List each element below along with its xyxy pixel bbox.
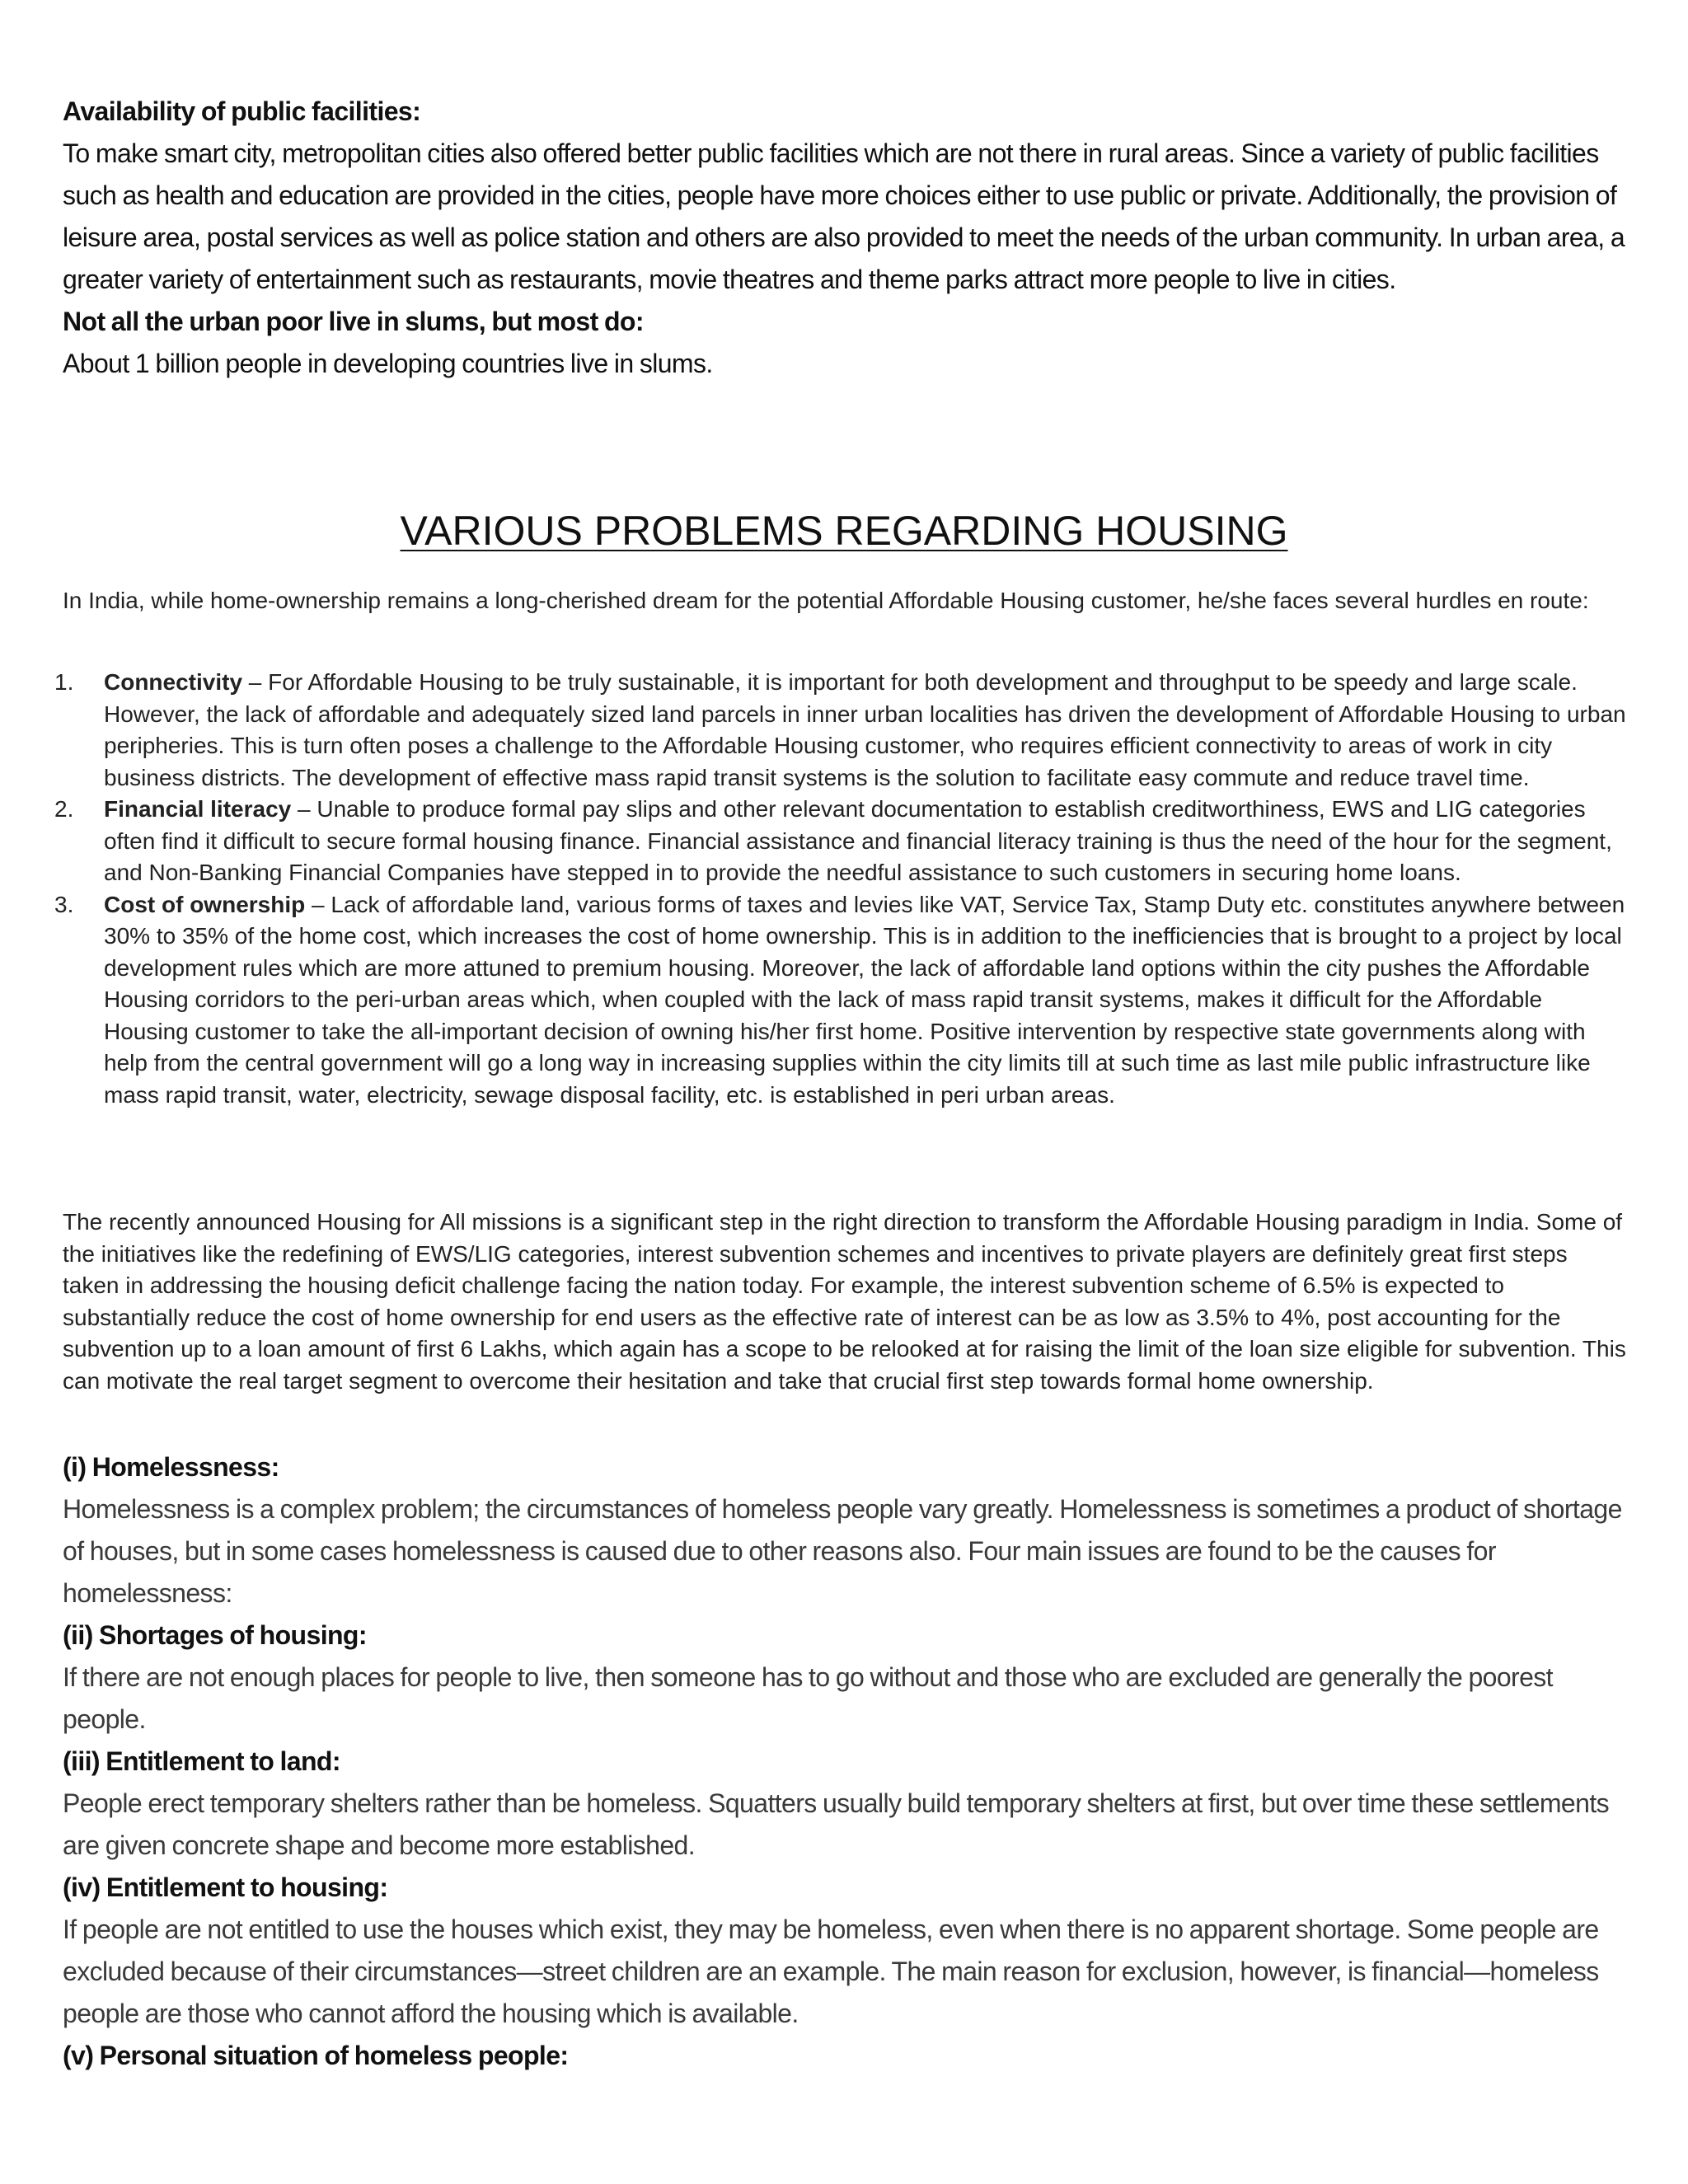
list-item <box>54 889 1629 1112</box>
list-item-term: Financial literacy <box>104 796 292 822</box>
list-item-text: – Lack of affordable land, various forms of taxes and levies like VAT, Service Tax, Stamp Duty etc. constitutes anywhere between 30% to 35% of the home cost, which increases the cost of home ownership. This is in addition to the inefficiencies that is brought to a project by local development rules which are more attuned to premium housing. Moreover, the lack of affordable land options within the city pushes the Affordable Housing corridors to the peri-urban areas which, when coupled with the lack of mass rapid transit systems, makes it difficult for the Affordable Housing customer to take the all-important decision of owning his/her first home. Positive intervention by respective state governments along with help from the central government will go a long way in increasing supplies within the city limits till at such time as last mile public infrastructure like mass rapid transit, water, electricity, sewage disposal facility, etc. is established in peri urban areas. <box>104 891 1625 1108</box>
public-facilities-heading: Availability of public facilities: <box>63 96 421 126</box>
list-item-text: – For Affordable Housing to be truly sustainable, it is important for both development and throughput to be speedy and large scale. However, the lack of affordable and adequately sized land parcels in inner urban localities has driven the development of Affordable Housing to urban peripheries. This is turn often poses a challenge to the Affordable Housing customer, who requires efficient connectivity to areas of work in city business districts. The development of effective mass rapid transit systems is the solution to facilitate easy commute and reduce travel time. <box>104 669 1626 790</box>
land-body: People erect temporary shelters rather than be homeless. Squatters usually build temporary shelters at first, but over time these settlements are given concrete shape and become more established. <box>63 1788 1610 1860</box>
list-item-term: Cost of ownership <box>104 891 306 917</box>
homelessness-body: Homelessness is a complex problem; the circumstances of homeless people vary greatly. Homelessness is sometimes a product of shortage of houses, but in some cases homelessness is caused due to other reasons also. Four main issues are found to be the causes for homelessness: <box>63 1494 1622 1608</box>
section-title: VARIOUS PROBLEMS REGARDING HOUSING <box>400 508 1288 554</box>
homelessness-heading: (i) Homelessness: <box>63 1452 279 1482</box>
land-heading: (iii) Entitlement to land: <box>63 1746 340 1776</box>
homelessness-section <box>63 1446 1629 2077</box>
list-item <box>54 794 1629 889</box>
personal-heading: (v) Personal situation of homeless people: <box>63 2041 569 2070</box>
public-facilities-body: To make smart city, metropolitan cities also offered better public facilities which are not there in rural areas. Since a variety of public facilities such as health and education are provided in the cities, people have more choices either to use public or private. Additionally, the provision of leisure area, postal services as well as police station and others are also provided to meet the needs of the urban community. In urban area, a greater variety of entertainment such as restaurants, movie theatres and theme parks attract more people to live in cities. <box>63 138 1625 294</box>
housing-heading: (iv) Entitlement to housing: <box>63 1872 388 1902</box>
list-item-text: – Unable to produce formal pay slips and other relevant documentation to establish creditworthiness, EWS and LIG categories often find it difficult to secure formal housing finance. Financial assistance and financial literacy training is thus the need of the hour for the segment, and Non-Banking Financial Companies have stepped in to provide the needful assistance to such customers in securing home loans. <box>104 796 1612 885</box>
list-item-number: 3. <box>54 891 74 917</box>
public-facilities-section <box>63 91 1629 385</box>
shortages-body: If there are not enough places for people to live, then someone has to go without and those who are excluded are generally the poorest people. <box>63 1662 1553 1734</box>
list-item-term: Connectivity <box>104 669 243 695</box>
shortages-heading: (ii) Shortages of housing: <box>63 1620 367 1650</box>
housing-body: If people are not entitled to use the houses which exist, they may be homeless, even when there is no apparent shortage. Some people are excluded because of their circumstances—street children are an example. The main reason for exclusion, however, is financial—homeless people are those who cannot afford the housing which is available. <box>63 1915 1599 2028</box>
intro-paragraph: In India, while home-ownership remains a long-cherished dream for the potential Affordable Housing customer, he/she faces several hurdles en route: <box>63 588 1589 613</box>
list-item <box>54 667 1629 794</box>
slums-heading: Not all the urban poor live in slums, but most do: <box>63 307 644 336</box>
list-item-number: 1. <box>54 669 74 695</box>
list-item-number: 2. <box>54 796 74 822</box>
housing-for-all-paragraph: The recently announced Housing for All missions is a significant step in the right direction to transform the Affordable Housing paradigm in India. Some of the initiatives like the redefining of EWS/LIG categories, interest subvention schemes and incentives to private players are definitely great first steps taken in addressing the housing deficit challenge facing the nation today. For example, the interest subvention scheme of 6.5% is expected to substantially reduce the cost of home ownership for end users as the effective rate of interest can be as low as 3.5% to 4%, post accounting for the subvention up to a loan amount of first 6 Lakhs, which again has a scope to be relooked at for raising the limit of the loan size eligible for subvention. This can motivate the real target segment to overcome their hesitation and take that crucial first step towards formal home ownership. <box>63 1209 1626 1394</box>
slums-body: About 1 billion people in developing countries live in slums. <box>63 349 713 378</box>
problems-list <box>54 667 1629 1111</box>
